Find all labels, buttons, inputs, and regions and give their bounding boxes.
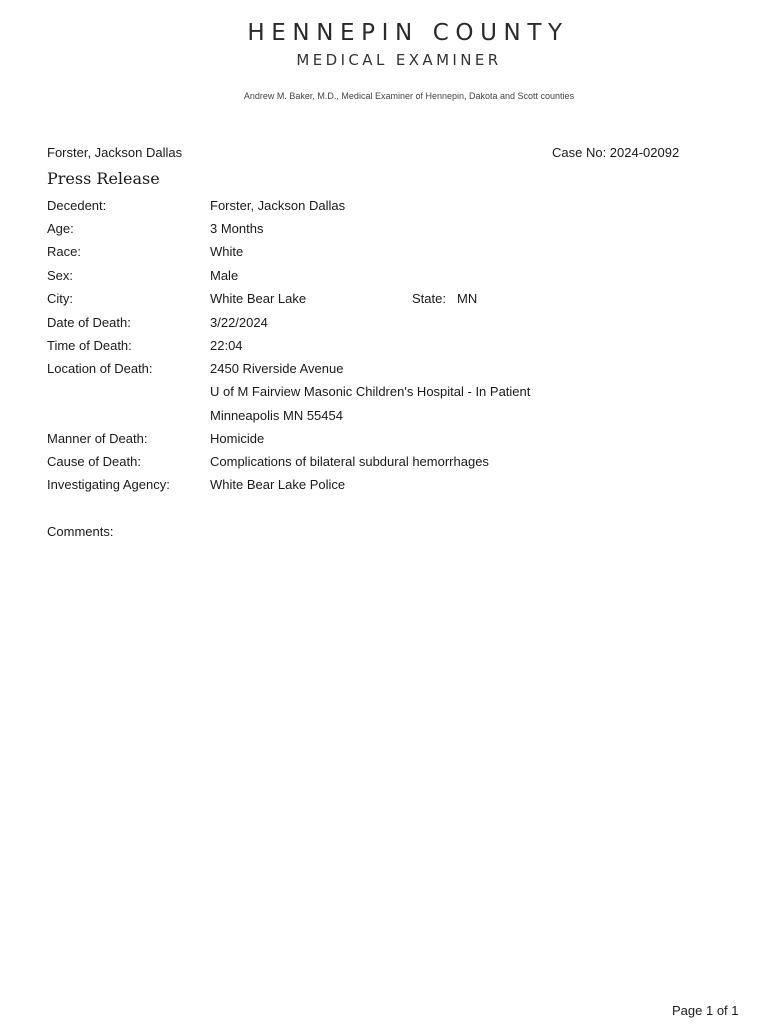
field-row-race	[0, 244, 768, 264]
location-line-1: 2450 Riverside Avenue	[210, 361, 344, 376]
examiner-note: Andrew M. Baker, M.D., Medical Examiner of Hennepin, Dakota and Scott counties	[243, 91, 575, 101]
field-label: Location of Death:	[47, 361, 153, 376]
field-value: Forster, Jackson Dallas	[210, 198, 346, 213]
field-value: White Bear Lake	[210, 291, 307, 306]
field-row-date-of-death	[0, 315, 768, 335]
field-row-location-line-3	[0, 408, 768, 428]
field-value: White	[210, 244, 244, 259]
field-row-investigating-agency	[0, 477, 768, 497]
field-label: Investigating Agency:	[47, 477, 170, 492]
field-value: Homicide	[210, 431, 265, 446]
field-label: Cause of Death:	[47, 454, 141, 469]
agency-title: HENNEPIN COUNTY	[247, 20, 569, 46]
field-value: White Bear Lake Police	[210, 477, 346, 492]
field-label: Age:	[47, 221, 74, 236]
field-value: Male	[210, 268, 239, 283]
field-row-cause-of-death	[0, 454, 768, 474]
field-label: Race:	[47, 244, 81, 259]
decedent-header-name: Forster, Jackson Dallas	[47, 145, 183, 160]
field-label: City:	[47, 291, 73, 306]
case-number: Case No: 2024-02092	[552, 145, 680, 160]
comments-label: Comments:	[47, 524, 114, 539]
field-label: Date of Death:	[47, 315, 131, 330]
press-release-title: Press Release	[47, 169, 160, 188]
location-line-2: U of M Fairview Masonic Children's Hospital - In Patient	[210, 384, 531, 399]
field-row-age	[0, 221, 768, 241]
state-value: MN	[457, 291, 478, 306]
field-row-manner-of-death	[0, 431, 768, 451]
field-value: Complications of bilateral subdural hemorrhages	[210, 454, 489, 469]
field-label: Decedent:	[47, 198, 107, 213]
field-row-time-of-death	[0, 338, 768, 358]
field-row-city	[0, 291, 768, 311]
field-row-location-of-death	[0, 361, 768, 381]
agency-subtitle: MEDICAL EXAMINER	[296, 51, 502, 69]
field-label: Time of Death:	[47, 338, 132, 353]
field-value: 22:04	[210, 338, 243, 353]
field-row-sex	[0, 268, 768, 288]
page-number: Page 1 of 1	[672, 1003, 739, 1018]
field-row-location-line-2	[0, 384, 768, 404]
field-row-decedent	[0, 198, 768, 218]
state-label: State:	[412, 291, 446, 306]
field-label: Manner of Death:	[47, 431, 148, 446]
field-value: 3 Months	[210, 221, 264, 236]
location-line-3: Minneapolis MN 55454	[210, 408, 343, 423]
field-value: 3/22/2024	[210, 315, 268, 330]
field-label: Sex:	[47, 268, 74, 283]
